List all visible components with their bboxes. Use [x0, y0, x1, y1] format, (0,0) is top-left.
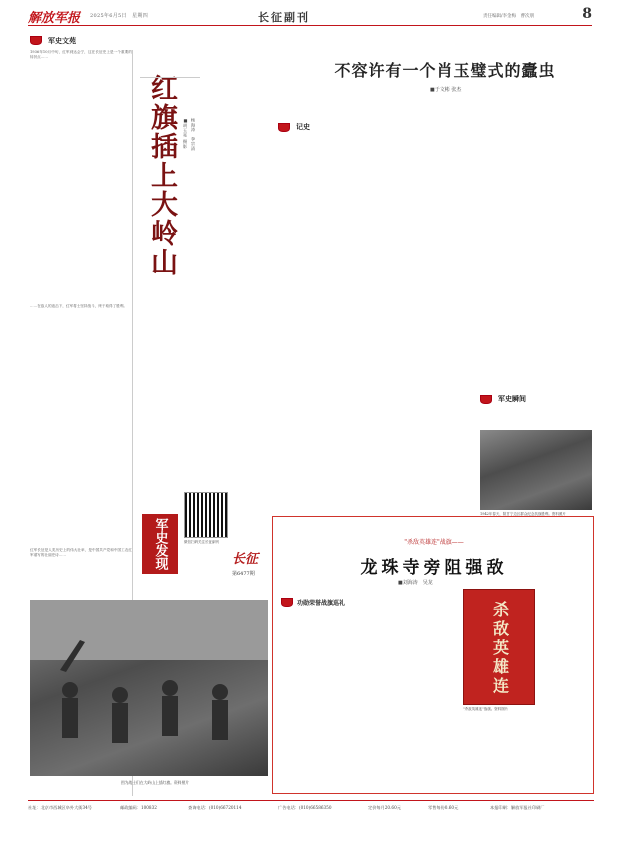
- column1-section-label: 军史文苑: [48, 36, 76, 45]
- flag-icon: [480, 395, 492, 404]
- page-number: 8: [582, 6, 592, 22]
- history-box: [140, 492, 269, 584]
- footer-printer: 本报印刷：解放军报社印刷厂: [490, 805, 545, 810]
- footer-ad: 广告电话：(010)66586350: [278, 805, 332, 810]
- masthead: [28, 6, 592, 26]
- feature-byline2: 杨海涛 李宗清: [191, 118, 196, 151]
- bottom-text-col2: [341, 613, 397, 789]
- footer-phone: 查询电话：(010)66720114: [188, 805, 242, 810]
- column1-paragraph: ……在敌人的追击下，红军将士坚持战斗，终于取得了胜利。: [30, 304, 128, 308]
- column1-paragraph: 红军长征是人类历史上的伟大壮举，是中国共产党和中国工农红军谱写的壮丽史诗……: [30, 548, 132, 558]
- top-article-col3: [480, 100, 592, 390]
- bottom-feature-box: [272, 516, 594, 794]
- column1-header: [30, 34, 130, 48]
- footer-address: 社址：北京市西城区阜外大街34号: [28, 805, 92, 810]
- footer-price: 定价每月20.60元: [368, 805, 401, 810]
- notes-label-block: [278, 120, 338, 136]
- moment-label: 军史瞬间: [498, 394, 526, 403]
- bottom-feature-byline: ■刘海涛 吴龙: [398, 580, 433, 586]
- issue-date: 2025年6月5日 星期四: [90, 13, 148, 19]
- history-label: 长征: [232, 552, 259, 567]
- feature-title: 红旗插上大岭山: [146, 74, 177, 277]
- honor-section-label: 功勋荣誉战旗巡礼: [297, 600, 346, 607]
- honor-label-block: [281, 595, 391, 609]
- feature-intro: [140, 40, 200, 78]
- photo-left: [30, 600, 268, 776]
- moment-label-block: [480, 392, 592, 408]
- photo-left-caption: 图为战士们在大岭山上插红旗。资料照片: [120, 780, 190, 785]
- issue-number: 第6477期: [232, 571, 255, 577]
- bottom-text-col3: [401, 613, 457, 789]
- bottom-feature-title: 龙珠寺旁阻强敌: [360, 558, 508, 578]
- battle-flag-text: 杀敌英雄连: [490, 600, 510, 696]
- top-article-title: 不容许有一个肖玉璧式的蠹虫: [334, 61, 556, 80]
- flag-icon: [281, 598, 293, 607]
- newspaper-logo: 解放军报: [28, 11, 81, 26]
- flag-icon: [278, 123, 290, 132]
- footer: [28, 800, 594, 814]
- footer-postcode: 邮政编码：100832: [120, 805, 157, 810]
- page-name: 长征副刊: [258, 11, 310, 24]
- battle-flag: [463, 589, 535, 705]
- soldiers-illustration: [30, 600, 268, 776]
- feature-text-right: [203, 38, 269, 490]
- moment-photo: [480, 430, 592, 510]
- top-article-col1: [276, 138, 372, 518]
- moment-photo-caption: 1942年春天，陕甘宁边区群众纪念抗战胜利。资料照片: [480, 512, 566, 516]
- qr-caption: 微信扫码关注长征副刊: [184, 540, 219, 544]
- bottom-feature-kicker: "杀敌英雄连"战旗——: [404, 539, 464, 546]
- notes-label: 记史: [296, 122, 310, 131]
- bottom-text-col4: [539, 589, 591, 789]
- top-article-col2: [378, 100, 474, 518]
- flag-icon: [30, 36, 42, 45]
- top-article-byline: ■于文彬 张杰: [430, 87, 462, 93]
- footer-retail: 零售每份0.60元: [428, 805, 459, 810]
- qr-code[interactable]: [184, 492, 228, 538]
- column1-paragraph: 1936年10月中旬，红军到达会宁，这在长征史上是一个重要的转折点……: [30, 50, 132, 60]
- bottom-text-col1: [281, 613, 337, 789]
- battle-flag-caption: "杀敌英雄连"战旗。资料图片: [463, 707, 509, 711]
- history-vertical-text: 军史发现: [142, 514, 178, 574]
- editors: 责任编辑/李金梅 曹次朋: [483, 14, 535, 19]
- feature-byline: ■胡玉亮 摄影: [183, 118, 188, 149]
